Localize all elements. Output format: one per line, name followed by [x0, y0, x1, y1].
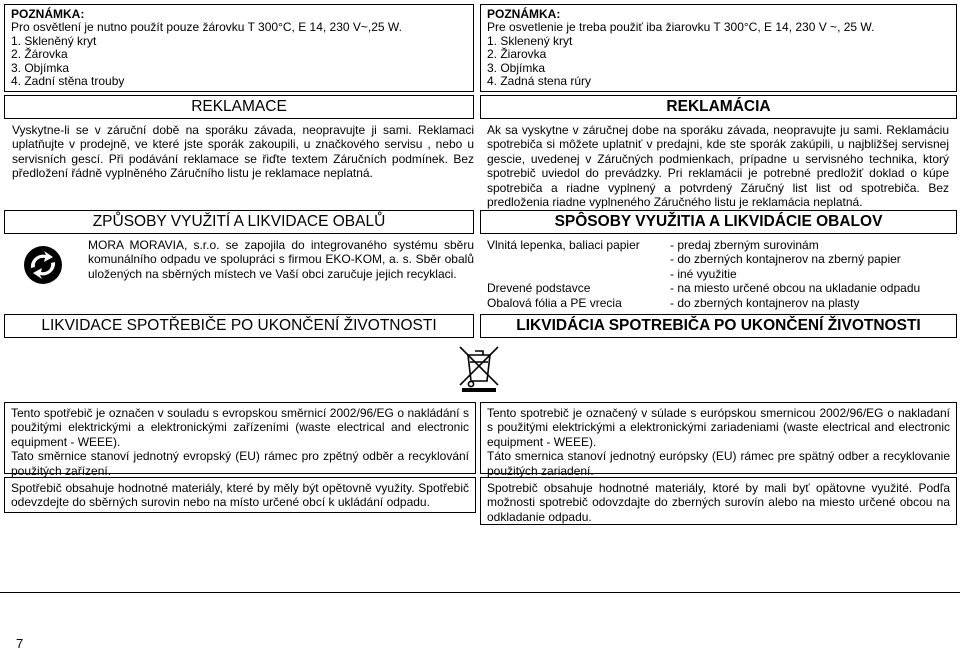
action-cell: - do zberných kontajnerov na plasty [670, 295, 860, 310]
cz-note-item: 1. Skleněný kryt [11, 33, 97, 48]
sk-weee-para2: Táto smernica stanoví jednotný európsky (EU) rámec pre spätný odber a recyklovanie použitých zariadení. [487, 449, 950, 478]
cz-disposal-heading: LIKVIDACE SPOTŘEBIČE PO UKONČENÍ ŽIVOTNOSTI [4, 314, 474, 338]
sk-note-title: POZNÁMKA: [487, 7, 561, 21]
cz-note-item: 2. Žárovka [11, 47, 68, 62]
sk-note-text: Pre osvetlenie je treba použiť iba žiarovku T 300°C, E 14, 230 V ~, 25 W. [487, 20, 875, 35]
sk-materials-para: Spotrebič obsahuje hodnotné materiály, ktoré by mali byť opätovne využité. Podľa možnosti spotrebič odovzdajte do zberných surovín alebo na miesto určené obcou na odkladanie odpadu. [487, 481, 950, 524]
cz-weee-para1: Tento spotřebič je označen v souladu s evropskou směrnicí 2002/96/EG o nakládání s použitými elektrickými a elektronickými zařízeními (waste electrical and electronic equipment - WEEE). [11, 406, 469, 449]
cz-complaint-text: Vyskytne-li se v záruční době na sporáku závada, neopravujte ji sami. Reklamaci uplatňujte v prodejně, ve které jste sporák zakoupili, u značkového servisu , nebo u servisních gescí. Při podávání reklamace se řiďte textem Záručních podmínek. Bez předložení řádně vyplněného Záručního listu je reklamace neplatná. [12, 123, 474, 181]
table-row [670, 238, 819, 252]
page-separator [0, 592, 960, 593]
sk-note-item: 2. Žiarovka [487, 47, 547, 62]
cz-materials-para: Spotřebič obsahuje hodnotné materiály, které by měly být opětovně využity. Spotřebič odevzdejte do sběrných surovin nebo na místo určené obcí k ukládání odpadu. [11, 481, 469, 510]
table-row [487, 296, 622, 310]
sk-materials-box [480, 477, 957, 525]
cz-note-item: 3. Objímka [11, 60, 70, 75]
table-row [487, 281, 590, 295]
material-cell: Drevené podstavce [487, 281, 591, 296]
cz-materials-box [4, 477, 476, 513]
sk-note-box [480, 4, 957, 92]
cz-complaint-heading: REKLAMACE [4, 95, 474, 119]
material-cell: Vlnitá lepenka, baliaci papier [487, 238, 640, 252]
action-cell: - iné využitie [670, 266, 737, 281]
cz-weee-box [4, 402, 476, 478]
sk-weee-para1: Tento spotrebič je označený v súlade s európskou smernicou 2002/96/EG o nakladaní s použitými elektrickými a elektronickými zariadeniami (waste electrical and electronic equipment - WEEE). [487, 406, 950, 449]
cz-weee-para2: Tato směrnice stanoví jednotný evropský (EU) rámec pro zpětný odběr a recyklování použitých zařízení. [11, 449, 469, 478]
cz-note-item: 4. Zadní stěna trouby [11, 74, 125, 89]
action-cell: - predaj zberným surovinám [670, 238, 819, 252]
sk-packaging-heading: SPÔSOBY VYUŽITIA A LIKVIDÁCIE OBALOV [480, 210, 957, 234]
sk-complaint-text: Ak sa vyskytne v záručnej dobe na sporáku závada, neopravujte ju sami. Reklamáciu spotrebiča si môžete uplatniť v predajni, kde ste sporák zakúpili, u najbližšej servisnej gescie, uvedenej v Záručných podmienkach, prípadne u servisného technika, ktorý spotrebič uviedol do prevádzky. Pri reklamácii je potrebné predložiť doklad o kúpe spotrebiča a riadne vyplnený a potvrdený Záručný list list od spotrebiča. Bez predloženia riadne vyplneného Záručného listu je reklamácia neplatná. [487, 123, 949, 210]
sk-weee-box [480, 402, 957, 478]
cz-note-box [4, 4, 474, 92]
cz-packaging-heading: ZPŮSOBY VYUŽITÍ A LIKVIDACE OBALŮ [4, 210, 474, 234]
material-cell: Obalová fólia a PE vrecia [487, 295, 622, 310]
sk-note-item: 3. Objímka [487, 60, 546, 75]
action-cell: - do zberných kontajnerov na zberný papier [670, 252, 901, 267]
table-row [670, 296, 859, 310]
sk-note-item: 1. Sklenený kryt [487, 33, 573, 48]
table-row [487, 238, 640, 252]
sk-packaging-table [487, 238, 957, 312]
sk-note-item: 4. Zadná stena rúry [487, 74, 592, 89]
page-number: 7 [16, 636, 24, 651]
sk-disposal-heading: LIKVIDÁCIA SPOTREBIČA PO UKONČENÍ ŽIVOTNOSTI [480, 314, 957, 338]
cz-note-text: Pro osvětlení je nutno použít pouze žárovku T 300°C, E 14, 230 V~,25 W. [11, 20, 402, 35]
cz-note-title: POZNÁMKA: [11, 7, 85, 21]
table-row [670, 267, 737, 281]
table-row [670, 281, 920, 295]
table-row [670, 252, 901, 266]
crossed-out-wheelie-bin-icon [456, 343, 502, 393]
action-cell: - na miesto určené obcou na ukladanie odpadu [670, 281, 921, 296]
recycling-symbol-icon [22, 244, 64, 286]
cz-packaging-text: MORA MORAVIA, s.r.o. se zapojila do integrovaného systému sběru komunálního odpadu ve spolupráci s firmou EKO-KOM, a. s. Sběr obalů uložených na sběrných místech ve Vaší obci zaručuje jejich recyklaci. [88, 238, 474, 281]
sk-complaint-heading: REKLAMÁCIA [480, 95, 957, 119]
